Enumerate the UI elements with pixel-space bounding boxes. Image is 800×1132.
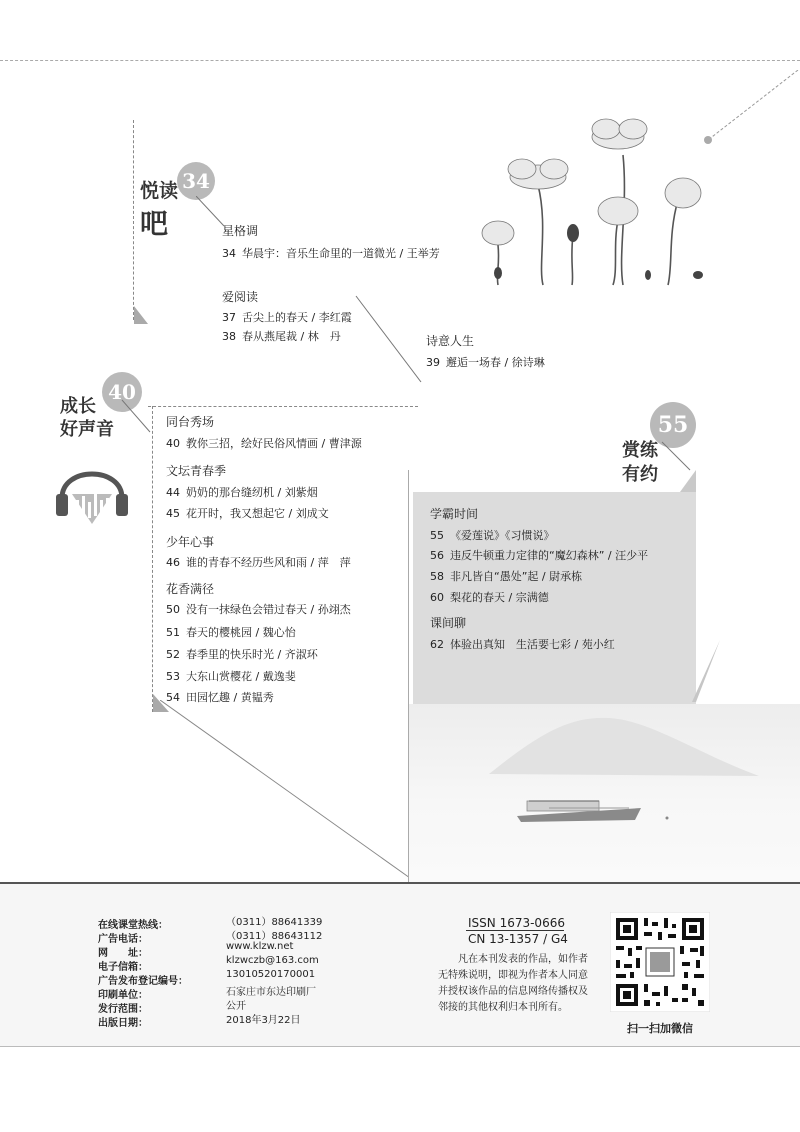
toc-entry[interactable] [426, 354, 545, 370]
toc-title: 体验出真知 生活要七彩 / 苑小红 [450, 638, 615, 651]
toc-entry[interactable] [222, 328, 341, 344]
toc-page-number: 51 [166, 626, 180, 639]
top-dotted-rule [0, 60, 800, 61]
toc-title: 华晨宇：音乐生命里的一道微光 / 王举芳 [242, 247, 440, 260]
toc-page-number: 50 [166, 603, 180, 616]
toc-title: 大东山赏樱花 / 戴逸斐 [186, 670, 296, 683]
toc-page-number: 52 [166, 648, 180, 661]
section-title: 课间聊 [430, 616, 467, 630]
toc-title: 舌尖上的春天 / 李红霞 [242, 311, 352, 324]
toc-title: 违反牛顿重力定律的“魔幻森林” / 汪少平 [450, 549, 649, 562]
info-label: 印刷单位： [98, 990, 148, 1001]
toc-title: 教你三招，绘好民俗风情画 / 曹津源 [186, 437, 362, 450]
group2-hline [148, 406, 418, 407]
info-label: 电子信箱： [98, 962, 148, 973]
toc-page-number: 46 [166, 556, 180, 569]
info-value: （0311）88641339 [226, 917, 323, 928]
toc-title: 没有一抹绿色会错过春天 / 孙翊杰 [186, 603, 351, 616]
cn-number: CN 13-1357 / G4 [468, 932, 568, 946]
toc-page-number: 44 [166, 486, 180, 499]
info-label: 出版日期： [98, 1018, 148, 1029]
toc-entry[interactable] [166, 435, 362, 451]
group2-vline [152, 406, 153, 712]
issn-rule [466, 930, 564, 931]
publication-info [98, 913, 323, 1029]
group3-number: 55 [650, 402, 696, 448]
section-title: 学霸时间 [430, 507, 479, 521]
toc-title: 《爱莲说》《习惯说》 [450, 529, 555, 542]
toc-title: 奶奶的那台缝纫机 / 刘紫烟 [186, 486, 318, 499]
info-value: 2018年3月22日 [226, 1015, 301, 1026]
section-title: 同台秀场 [166, 415, 215, 429]
toc-entry[interactable] [430, 568, 582, 584]
toc-entry[interactable] [166, 484, 318, 500]
toc-page-number: 62 [430, 638, 444, 651]
toc-page-number: 55 [430, 529, 444, 542]
toc-entry[interactable] [430, 547, 648, 563]
toc-page-number: 60 [430, 591, 444, 604]
toc-page-number: 56 [430, 549, 444, 562]
group1-title-2: 吧 [140, 207, 169, 240]
section-title: 花香满径 [166, 582, 215, 596]
toc-entry[interactable] [430, 589, 549, 605]
group1-vline [133, 120, 134, 320]
info-label: 广告电话： [98, 934, 148, 945]
qr-caption: 扫一扫加微信 [627, 1022, 693, 1035]
toc-entry[interactable] [166, 624, 296, 640]
toc-page-number: 34 [222, 247, 236, 260]
toc-title: 邂逅一场春 / 徐诗琳 [446, 356, 545, 369]
info-value: 公开 [226, 1001, 246, 1012]
toc-title: 春季里的快乐时光 / 齐淑环 [186, 648, 318, 661]
toc-entry[interactable] [166, 646, 318, 662]
info-value: klzwczb@163.com [226, 955, 319, 966]
qr-code[interactable] [610, 912, 710, 1012]
section-title: 少年心事 [166, 535, 215, 549]
toc-title: 梨花的春天 / 宗满德 [450, 591, 549, 604]
toc-entry[interactable] [166, 668, 296, 684]
info-value: 石家庄市东达印刷厂 [226, 987, 316, 998]
group1-title-1: 悦读 [140, 180, 179, 202]
toc-entry[interactable] [222, 309, 352, 325]
group2-number: 40 [102, 372, 142, 412]
info-label: 发行范围： [98, 1004, 148, 1015]
toc-entry[interactable] [166, 505, 329, 521]
toc-page-number: 58 [430, 570, 444, 583]
copyright-notice: 凡在本刊发表的作品，如作者无特殊说明，即视为作者本人同意并授权该作品的信息网络传播权及邻接的其他权利归本刊所有。 [438, 954, 588, 1013]
issn: ISSN 1673-0666 [468, 916, 565, 930]
group1-number: 34 [177, 162, 215, 200]
info-label: 广告发布登记编号： [98, 976, 188, 987]
toc-entry[interactable] [430, 636, 615, 652]
toc-page-number: 45 [166, 507, 180, 520]
toc-page-number: 37 [222, 311, 236, 324]
section-title: 星格调 [222, 224, 259, 238]
group2-title-2: 好声音 [60, 419, 114, 440]
info-value: （0311）88643112 [226, 931, 323, 942]
toc-title: 春天的樱桃园 / 魏心怡 [186, 626, 296, 639]
toc-title: 谁的青春不经历些风和雨 / 萍 萍 [186, 556, 351, 569]
headphones-icon [52, 456, 132, 526]
toc-title: 春从燕尾裁 / 林 丹 [242, 330, 341, 343]
toc-entry[interactable] [430, 527, 555, 543]
toc-page-number: 53 [166, 670, 180, 683]
section-title: 诗意人生 [426, 334, 475, 348]
section-title: 文坛青春季 [166, 464, 227, 478]
group1-corner [134, 306, 150, 326]
group2-tick [120, 398, 160, 438]
toc-page-number: 38 [222, 330, 236, 343]
group3-panel-notch [680, 470, 700, 494]
info-value: www.klzw.net [226, 941, 294, 952]
toc-title: 非凡皆自“愚处”起 / 尉承栋 [450, 570, 583, 583]
toc-entry[interactable] [166, 601, 351, 617]
toc-page-number: 39 [426, 356, 440, 369]
group3-panel-corner [692, 640, 722, 704]
toc-title: 田园忆趣 / 黄韫秀 [186, 691, 274, 704]
group3-title-2: 有约 [622, 464, 658, 485]
toc-entry[interactable] [166, 554, 351, 570]
info-label: 在线课堂热线： [98, 920, 168, 931]
info-value: 13010520170001 [226, 969, 316, 980]
boat-lake-photo [409, 704, 800, 882]
toc-page-number: 40 [166, 437, 180, 450]
group2-title-1: 成长 [60, 396, 96, 417]
group2-diagonal [160, 700, 420, 880]
toc-entry[interactable] [222, 245, 440, 261]
section-title: 爱阅读 [222, 290, 259, 304]
poppy-flowers-illustration [478, 115, 718, 290]
toc-title: 花开时，我又想起它 / 刘成文 [186, 507, 329, 520]
info-label: 网 址： [98, 948, 148, 959]
footer-bottom-rule [0, 1046, 800, 1047]
toc-page-number: 54 [166, 691, 180, 704]
group3-title-1: 赏练 [622, 440, 658, 461]
